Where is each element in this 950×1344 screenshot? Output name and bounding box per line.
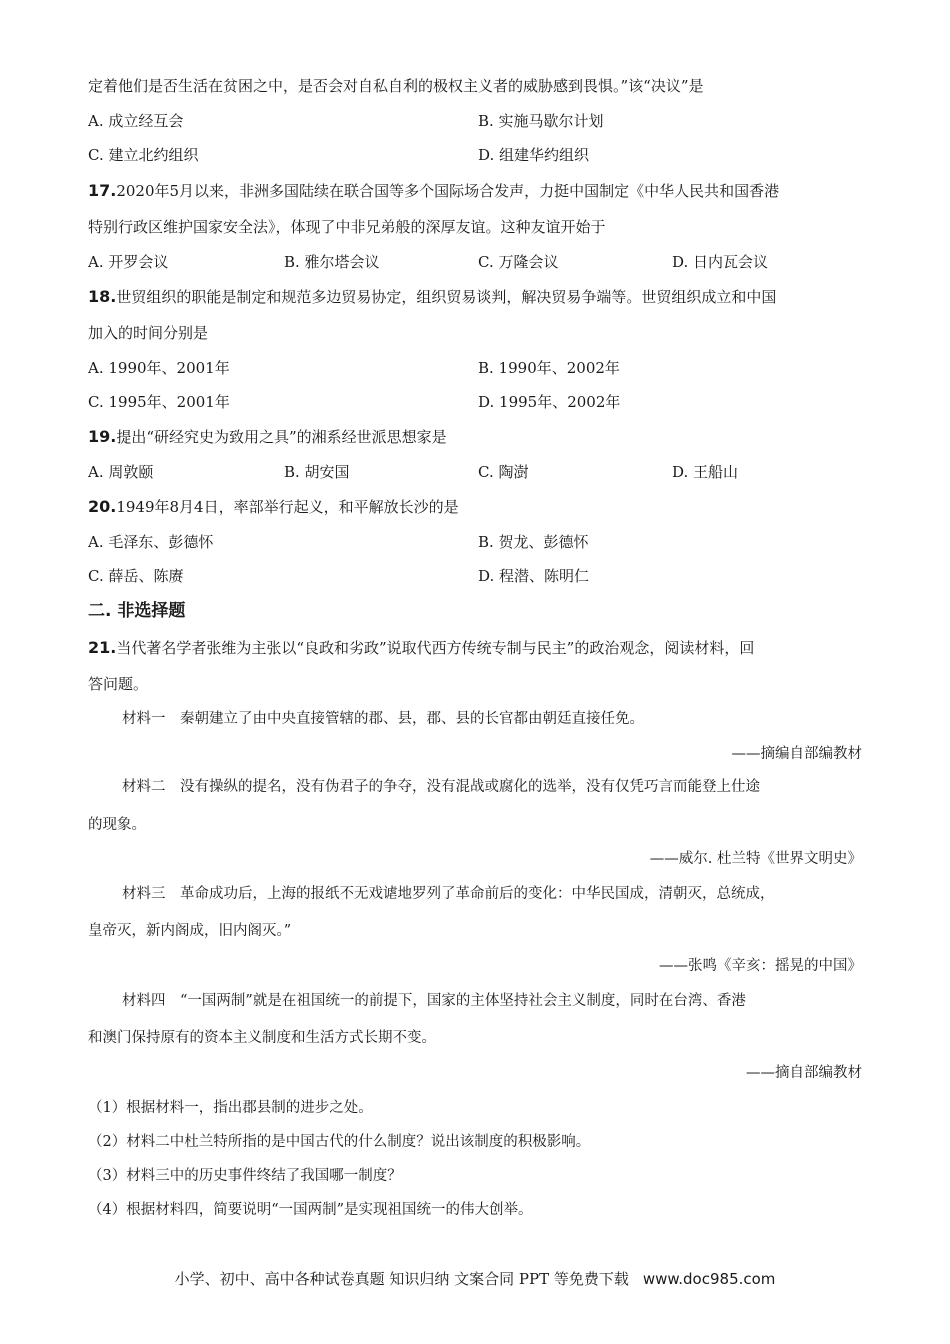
material-2-source: ——威尔. 杜兰特《世界文明史》 [649, 851, 862, 867]
section-heading: 二. 非选择题 [88, 601, 186, 621]
q20-stem: 20.1949年8月4日，率部举行起义，和平解放长沙的是 [88, 497, 459, 516]
q18-option-b: B. 1990年、2002年 [478, 359, 620, 377]
q17-option-d: D. 日内瓦会议 [672, 253, 769, 271]
material-3-line2: 皇帝灭，新内阁成，旧内阁灭。” [88, 923, 292, 939]
q18-option-c: C. 1995年、2001年 [88, 393, 230, 411]
q17-option-b: B. 雅尔塔会议 [284, 253, 380, 271]
sub-question-3: （3）材料三中的历史事件终结了我国哪一制度？ [88, 1168, 402, 1184]
q20-option-d: D. 程潜、陈明仁 [478, 567, 590, 585]
q19-option-d: D. 王船山 [672, 463, 739, 481]
q16-option-c: C. 建立北约组织 [88, 146, 199, 164]
q18-stem-line1: 18.世贸组织的职能是制定和规范多边贸易协定，组织贸易谈判，解决贸易争端等。世贸组织成立和中国 [88, 287, 777, 306]
q17-option-c: C. 万隆会议 [478, 253, 559, 271]
q20-option-a: A. 毛泽东、彭德怀 [88, 533, 214, 551]
material-3-line1: 材料三 革命成功后，上海的报纸不无戏谑地罗列了革命前后的变化：中华民国成，清朝灭，总统成， [122, 886, 775, 902]
material-2-line2: 的现象。 [88, 817, 146, 833]
material-1-source: ——摘编自部编教材 [731, 746, 862, 762]
q16-stem-cont: 定着他们是否生活在贫困之中，是否会对自私自利的极权主义者的威胁感到畏惧。”该“决议”是 [88, 77, 704, 95]
q18-option-d: D. 1995年、2002年 [478, 393, 621, 411]
footer-link[interactable]: www.doc985.com [642, 1270, 776, 1288]
page-footer [0, 1268, 950, 1290]
q21-number: 21. [88, 638, 117, 657]
q18-option-a: A. 1990年、2001年 [88, 359, 230, 377]
q17-stem-line1: 17.2020年5月以来，非洲多国陆续在联合国等多个国际场合发声，力挺中国制定《中华人民共和国香港 [88, 181, 780, 200]
q19-option-c: C. 陶澍 [478, 463, 529, 481]
q16-option-b: B. 实施马歇尔计划 [478, 112, 604, 130]
q20-option-c: C. 薛岳、陈赓 [88, 567, 184, 585]
q16-option-d: D. 组建华约组织 [478, 146, 590, 164]
q18-number: 18. [88, 287, 117, 306]
q19-number: 19. [88, 427, 117, 446]
q19-option-b: B. 胡安国 [284, 463, 350, 481]
material-4-line2: 和澳门保持原有的资本主义制度和生活方式长期不变。 [88, 1030, 436, 1046]
q17-number: 17. [88, 181, 117, 200]
q17-option-a: A. 开罗会议 [88, 253, 169, 271]
q18-stem-line2: 加入的时间分别是 [88, 324, 209, 342]
q20-number: 20. [88, 497, 117, 516]
sub-question-2: （2）材料二中杜兰特所指的是中国古代的什么制度？说出该制度的积极影响。 [88, 1134, 591, 1150]
q19-stem: 19.提出“研经究史为致用之具”的湘系经世派思想家是 [88, 427, 447, 446]
q21-stem-line1: 21.当代著名学者张维为主张以“良政和劣政”说取代西方传统专制与民主”的政治观念，阅读材料，回 [88, 638, 755, 657]
material-1: 材料一 秦朝建立了由中央直接管辖的郡、县，郡、县的长官都由朝廷直接任免。 [122, 711, 644, 727]
material-4-line1: 材料四 “一国两制”就是在祖国统一的前提下，国家的主体坚持社会主义制度，同时在台湾、香港 [122, 993, 746, 1009]
material-3-source: ——张鸣《辛亥：摇晃的中国》 [659, 958, 862, 974]
sub-question-4: （4）根据材料四，简要说明“一国两制”是实现祖国统一的伟大创举。 [88, 1202, 533, 1218]
q19-option-a: A. 周敦颐 [88, 463, 154, 481]
q20-option-b: B. 贺龙、彭德怀 [478, 533, 589, 551]
footer-text: 小学、初中、高中各种试卷真题 知识归纳 文案合同 PPT 等免费下载 [174, 1270, 629, 1288]
sub-question-1: （1）根据材料一，指出郡县制的进步之处。 [88, 1100, 373, 1116]
q16-option-a: A. 成立经互会 [88, 112, 184, 130]
material-2-line1: 材料二 没有操纵的提名，没有伪君子的争夺，没有混战或腐化的选举，没有仅凭巧言而能登上仕途 [122, 779, 760, 795]
material-4-source: ——摘自部编教材 [746, 1065, 862, 1081]
q17-stem-line2: 特别行政区维护国家安全法》，体现了中非兄弟般的深厚友谊。这种友谊开始于 [88, 218, 606, 236]
q21-stem-line2: 答问题。 [88, 675, 149, 693]
